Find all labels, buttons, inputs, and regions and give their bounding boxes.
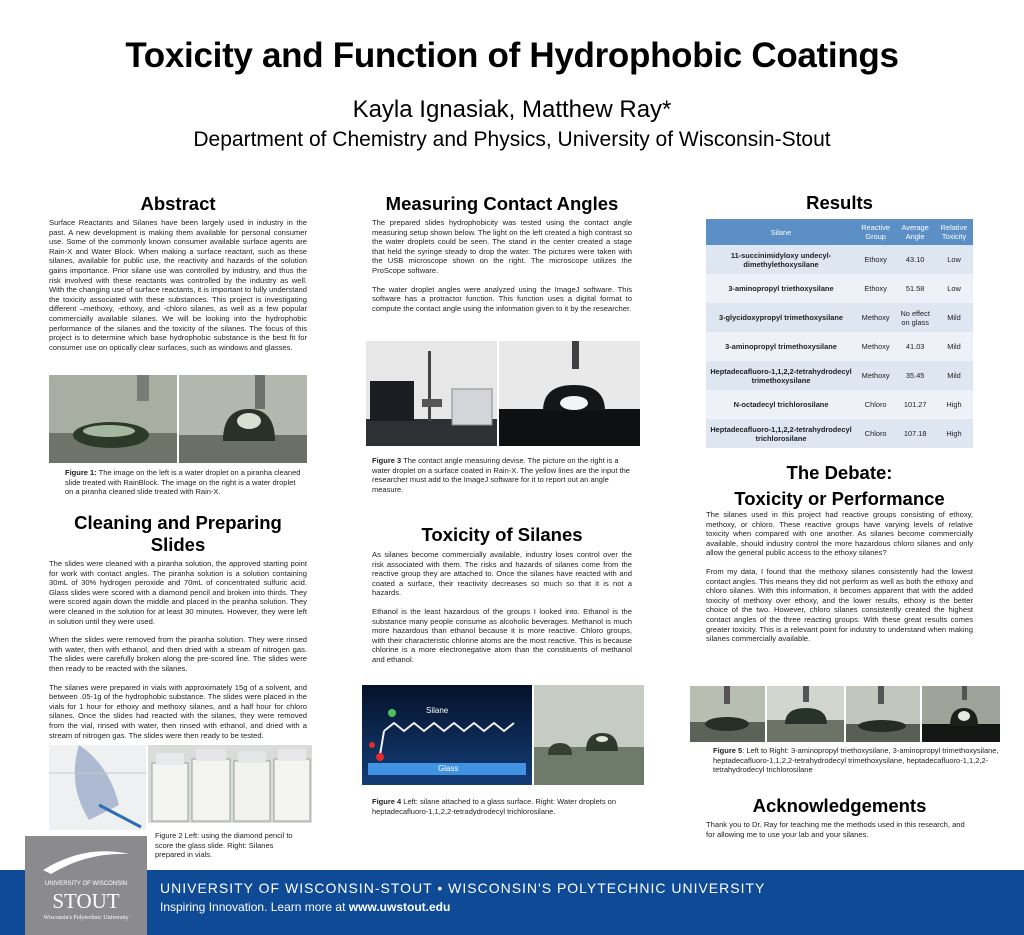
table-row [706, 303, 973, 332]
toxicity-section [372, 524, 632, 665]
silane-cell: Heptadecafluoro-1,1,2,2-tetrahydrodecyl trimethoxysilane [706, 361, 856, 390]
cleaning-paragraph-3: The silanes were prepared in vials with approximately 15g of a solvent, and between .05-1g of the hydrophobic substance. The slides were placed in the vials for 1 hour for ethoxy and methoxy silanes, and a half hour for chloro silanes. Once the slides had reacted with the silanes, they were removed from the vial, rinsed with water, then rinsed with ethanol, and dried with a stream of nitrogen gas. The slides were then ready to be tested. [49, 682, 307, 740]
ack-text: Thank you to Dr. Ray for teaching me the methods used in this research, and for allowing me to use your lab and your silanes. [706, 820, 965, 839]
column-header-silane: Silane [706, 219, 856, 245]
debate-paragraph-2: From my data, I found that the methoxy silanes consistently had the lowest contact angles. This means they did not perform as well as both the ethoxy and chloro silanes. With this information, it becomes apparent that with the added toxicity of methoxy over ethoxy, and the lower results, ethoxy is the better choice of the two. However, chloro silanes consistently created the highest contact angles of the three reacting groups. With these great results comes greater toxicity. This is a relevant point for industry to understand when making silanes commercially available. [706, 566, 973, 644]
silane-cell: 3-glycidoxypropyl trimethoxysilane [706, 303, 856, 332]
diamond-pencil-photo [49, 745, 146, 830]
results-heading: Results [806, 192, 873, 213]
toxicity-cell: Mild [935, 303, 973, 332]
table-row [706, 245, 973, 274]
toxicity-cell: High [935, 419, 973, 448]
silane-cell: 3-aminopropyl triethoxysilane [706, 274, 856, 303]
logo-line-1: UNIVERSITY OF WISCONSIN [44, 881, 128, 887]
toxicity-heading: Toxicity of Silanes [421, 524, 583, 545]
abstract-text: Surface Reactants and Silanes have been largely used in industry in the past. A new development is making them available for personal consumer use. Some of the commonly known consumer available surface agents are Rain-X and Water Block. When making a surface reactant, such as these silanes, available for public use, the reactivity and hazards of the solution gains importance. Prior silane use was controlled by industry, and thus the risk involved with these reactants was controlled by the industry as well. With the changing use of surface reactants, it is important to fully understand the toxicity associated with these substances. This project is investigating different –methoxy, -ethoxy, and -chloro silanes, as well as a few popular commercially available silanes. We will be looking into the hydrophobic performance of the silanes and the toxicity of the silanes. The focus of this project is to determine which base hydrophobic substance is the best fit for consumer use on optically clear surfaces, such as windows and glasses. [49, 218, 307, 352]
droplet-photo-3 [846, 686, 920, 742]
toxicity-cell: High [935, 390, 973, 419]
silane-cell: 11-succinimidyloxy undecyl-dimethylethoxysilane [706, 245, 856, 274]
ack-section [706, 795, 973, 839]
average-angle-cell: No effect on glass [895, 303, 935, 332]
droplet-photo-1 [690, 686, 765, 742]
silane-cell: Heptadecafluoro-1,1,2,2-tetrahydrodecyl trichlorosilane [706, 419, 856, 448]
average-angle-cell: 35.45 [895, 361, 935, 390]
poster-department: Department of Chemistry and Physics, University of Wisconsin-Stout [193, 128, 831, 151]
table-row [706, 332, 973, 361]
uw-stout-logo [25, 836, 147, 935]
column-header-relative-toxicity: Relative Toxicity [935, 219, 973, 245]
silane-cell: 3-aminopropyl trimethoxysilane [706, 332, 856, 361]
cleaning-heading: Cleaning and Preparing Slides [74, 512, 282, 555]
poster-title: Toxicity and Function of Hydrophobic Coatings [125, 36, 899, 75]
contact-heading: Measuring Contact Angles [385, 193, 619, 214]
table-row [706, 274, 973, 303]
average-angle-cell: 51.58 [895, 274, 935, 303]
footer-tagline: UNIVERSITY OF WISCONSIN-STOUT • WISCONSIN'S POLYTECHNIC UNIVERSITY [160, 880, 766, 896]
figure-1-caption: Figure 1: The image on the left is a water droplet on a piranha cleaned slide treated with RainBlock. The image on the right is a water droplet on a piranha cleaned slide treated with Rain-X. [65, 468, 301, 496]
debate-heading: The Debate: [786, 462, 893, 483]
debate-paragraph-1: The silanes used in this project had reactive groups consisting of ethoxy, methoxy, or chloro. These reactive groups have varying levels of relative toxicity when compared with one another. As silanes become commercially available, should industry control the more hazardous chloro silanes and only allow the general public access to the ethoxy silanes? [706, 510, 973, 558]
reactive-group-cell: Chloro [856, 419, 895, 448]
glass-label: Glass [438, 764, 459, 773]
silane-glass-diagram [362, 685, 532, 785]
toxicity-paragraph-1: As silanes become commercially available, industry loses control over the risk associated with them. The risks and hazards of silanes come from the reactive group they are attached to. Once the silanes have reacted with and coated a surface, their reactivity decreases so much so that it is not a hazards. [372, 550, 632, 598]
figure-5-caption: Figure 5: Left to Right: 3-aminopropyl triethoxysilane, 3-aminopropyl trimethoxysilane, heptadecafluoro-1,1,2,2-tetrahydrodecyl trimethoxysilane, heptadecafluoro-1,1,2,2-tetrahydrodecyl trichlorosilane [713, 746, 999, 774]
silane-label: Silane [426, 706, 449, 715]
table-row [706, 361, 973, 390]
logo-line-3: Wisconsin's Polytechnic University [43, 915, 129, 921]
figure-4-caption: Figure 4 Left: silane attached to a glass surface. Right: Water droplets on heptadecafluoro-1,1,2,2-tetradydrodecyl trichlorosilane. [372, 797, 617, 816]
reactive-group-cell: Methoxy [856, 361, 895, 390]
column-header-reactive-group: Reactive Group [856, 219, 895, 245]
rainblock-droplet-photo [49, 375, 177, 463]
column-header-average-angle: Average Angle [895, 219, 935, 245]
droplet-photo-4 [922, 686, 1000, 742]
abstract-section [49, 193, 307, 352]
average-angle-cell: 107.18 [895, 419, 935, 448]
contact-paragraph-1: The prepared slides hydrophobicity was tested using the contact angle measuring setup shown below. The light on the left created a high contrast so the water droplets could be seen. The stand in the center created a stage that held the syringe steady to drop the water. The pictures were taken with the USB microscope shown on the right. The microscope utilizes the ProScope software. [372, 218, 632, 275]
debate-subheading: Toxicity or Performance [734, 488, 945, 509]
toxicity-paragraph-2: Ethanol is the least hazardous of the groups I looked into. Ethanol is the substance many people consume as alcoholic beverages. Methanol is much more hazardous than ethanol because it is more reactive. Chloro groups, with their characteristic chlorine atoms are the most reactive. This is because chlorine is a more electronegative atom than the constituents of methanol and ethanol. [372, 606, 632, 664]
silane-vials-photo [148, 745, 312, 823]
reactive-group-cell: Ethoxy [856, 245, 895, 274]
droplet-photo-2 [767, 686, 844, 742]
logo-line-2: STOUT [52, 889, 120, 913]
cleaning-paragraph-1: The slides were cleaned with a piranha solution, the approved starting point for work with contact angles. The piranha solution is a solution containing 30mL of 30% hydrogen peroxide and 70mL of concentrated sulfuric acid. Glass slides were scored with a diamond pencil and broken into thirds. They were scored again down the middle and placed in the piranha solution. They were cleaned in the solution for at least 30 minutes. However, they were left in solution until they were used. [49, 559, 307, 626]
contact-angle-setup-photo [366, 341, 497, 446]
reactive-group-cell: Methoxy [856, 332, 895, 361]
contact-section [372, 193, 632, 313]
poster-authors: Kayla Ignasiak, Matthew Ray* [352, 96, 672, 123]
results-section [706, 192, 973, 214]
cleaning-paragraph-2: When the slides were removed from the piranha solution. They were rinsed with water, then with ethanol, and then dried with a stream of nitrogen gas. The slides were carefully broken along the pre-scored line. The slides were then ready to be reacted with the silanes. [49, 635, 307, 673]
toxicity-cell: Low [935, 245, 973, 274]
rainx-contact-angle-photo [499, 341, 640, 446]
figure-2-caption: Figure 2 Left: using the diamond pencil to score the glass slide. Right: Silanes prepared in vials. [155, 831, 293, 859]
reactive-group-cell: Methoxy [856, 303, 895, 332]
toxicity-cell: Mild [935, 361, 973, 390]
debate-section [706, 462, 973, 644]
cleaning-section [49, 512, 307, 740]
table-row [706, 419, 973, 448]
average-angle-cell: 41.03 [895, 332, 935, 361]
toxicity-cell: Low [935, 274, 973, 303]
footer-learn-more: Inspiring Innovation. Learn more at www.uwstout.edu [160, 900, 451, 914]
fluoro-droplets-photo [534, 685, 644, 785]
toxicity-cell: Mild [935, 332, 973, 361]
silane-cell: N-octadecyl trichlorosilane [706, 390, 856, 419]
abstract-heading: Abstract [140, 193, 216, 214]
footer-url-link[interactable]: www.uwstout.edu [348, 900, 451, 914]
contact-paragraph-2: The water droplet angles were analyzed using the ImageJ software. This software has a protractor function. This function uses a digital format to compute the contact angle using the information given to it by the researcher. [372, 284, 632, 313]
figure-3-caption: Figure 3 The contact angle measuring devise. The picture on the right is a water droplet on a surface coated in Rain-X. The yellow lines are the input the researcher must add to the ImageJ software for it to report out an angle measure. [372, 456, 630, 494]
ack-heading: Acknowledgements [752, 795, 927, 816]
average-angle-cell: 43.10 [895, 245, 935, 274]
reactive-group-cell: Ethoxy [856, 274, 895, 303]
table-row [706, 390, 973, 419]
reactive-group-cell: Chloro [856, 390, 895, 419]
average-angle-cell: 101.27 [895, 390, 935, 419]
results-table [706, 219, 973, 448]
results-table-wrap [706, 219, 973, 448]
rainx-droplet-photo [179, 375, 307, 463]
